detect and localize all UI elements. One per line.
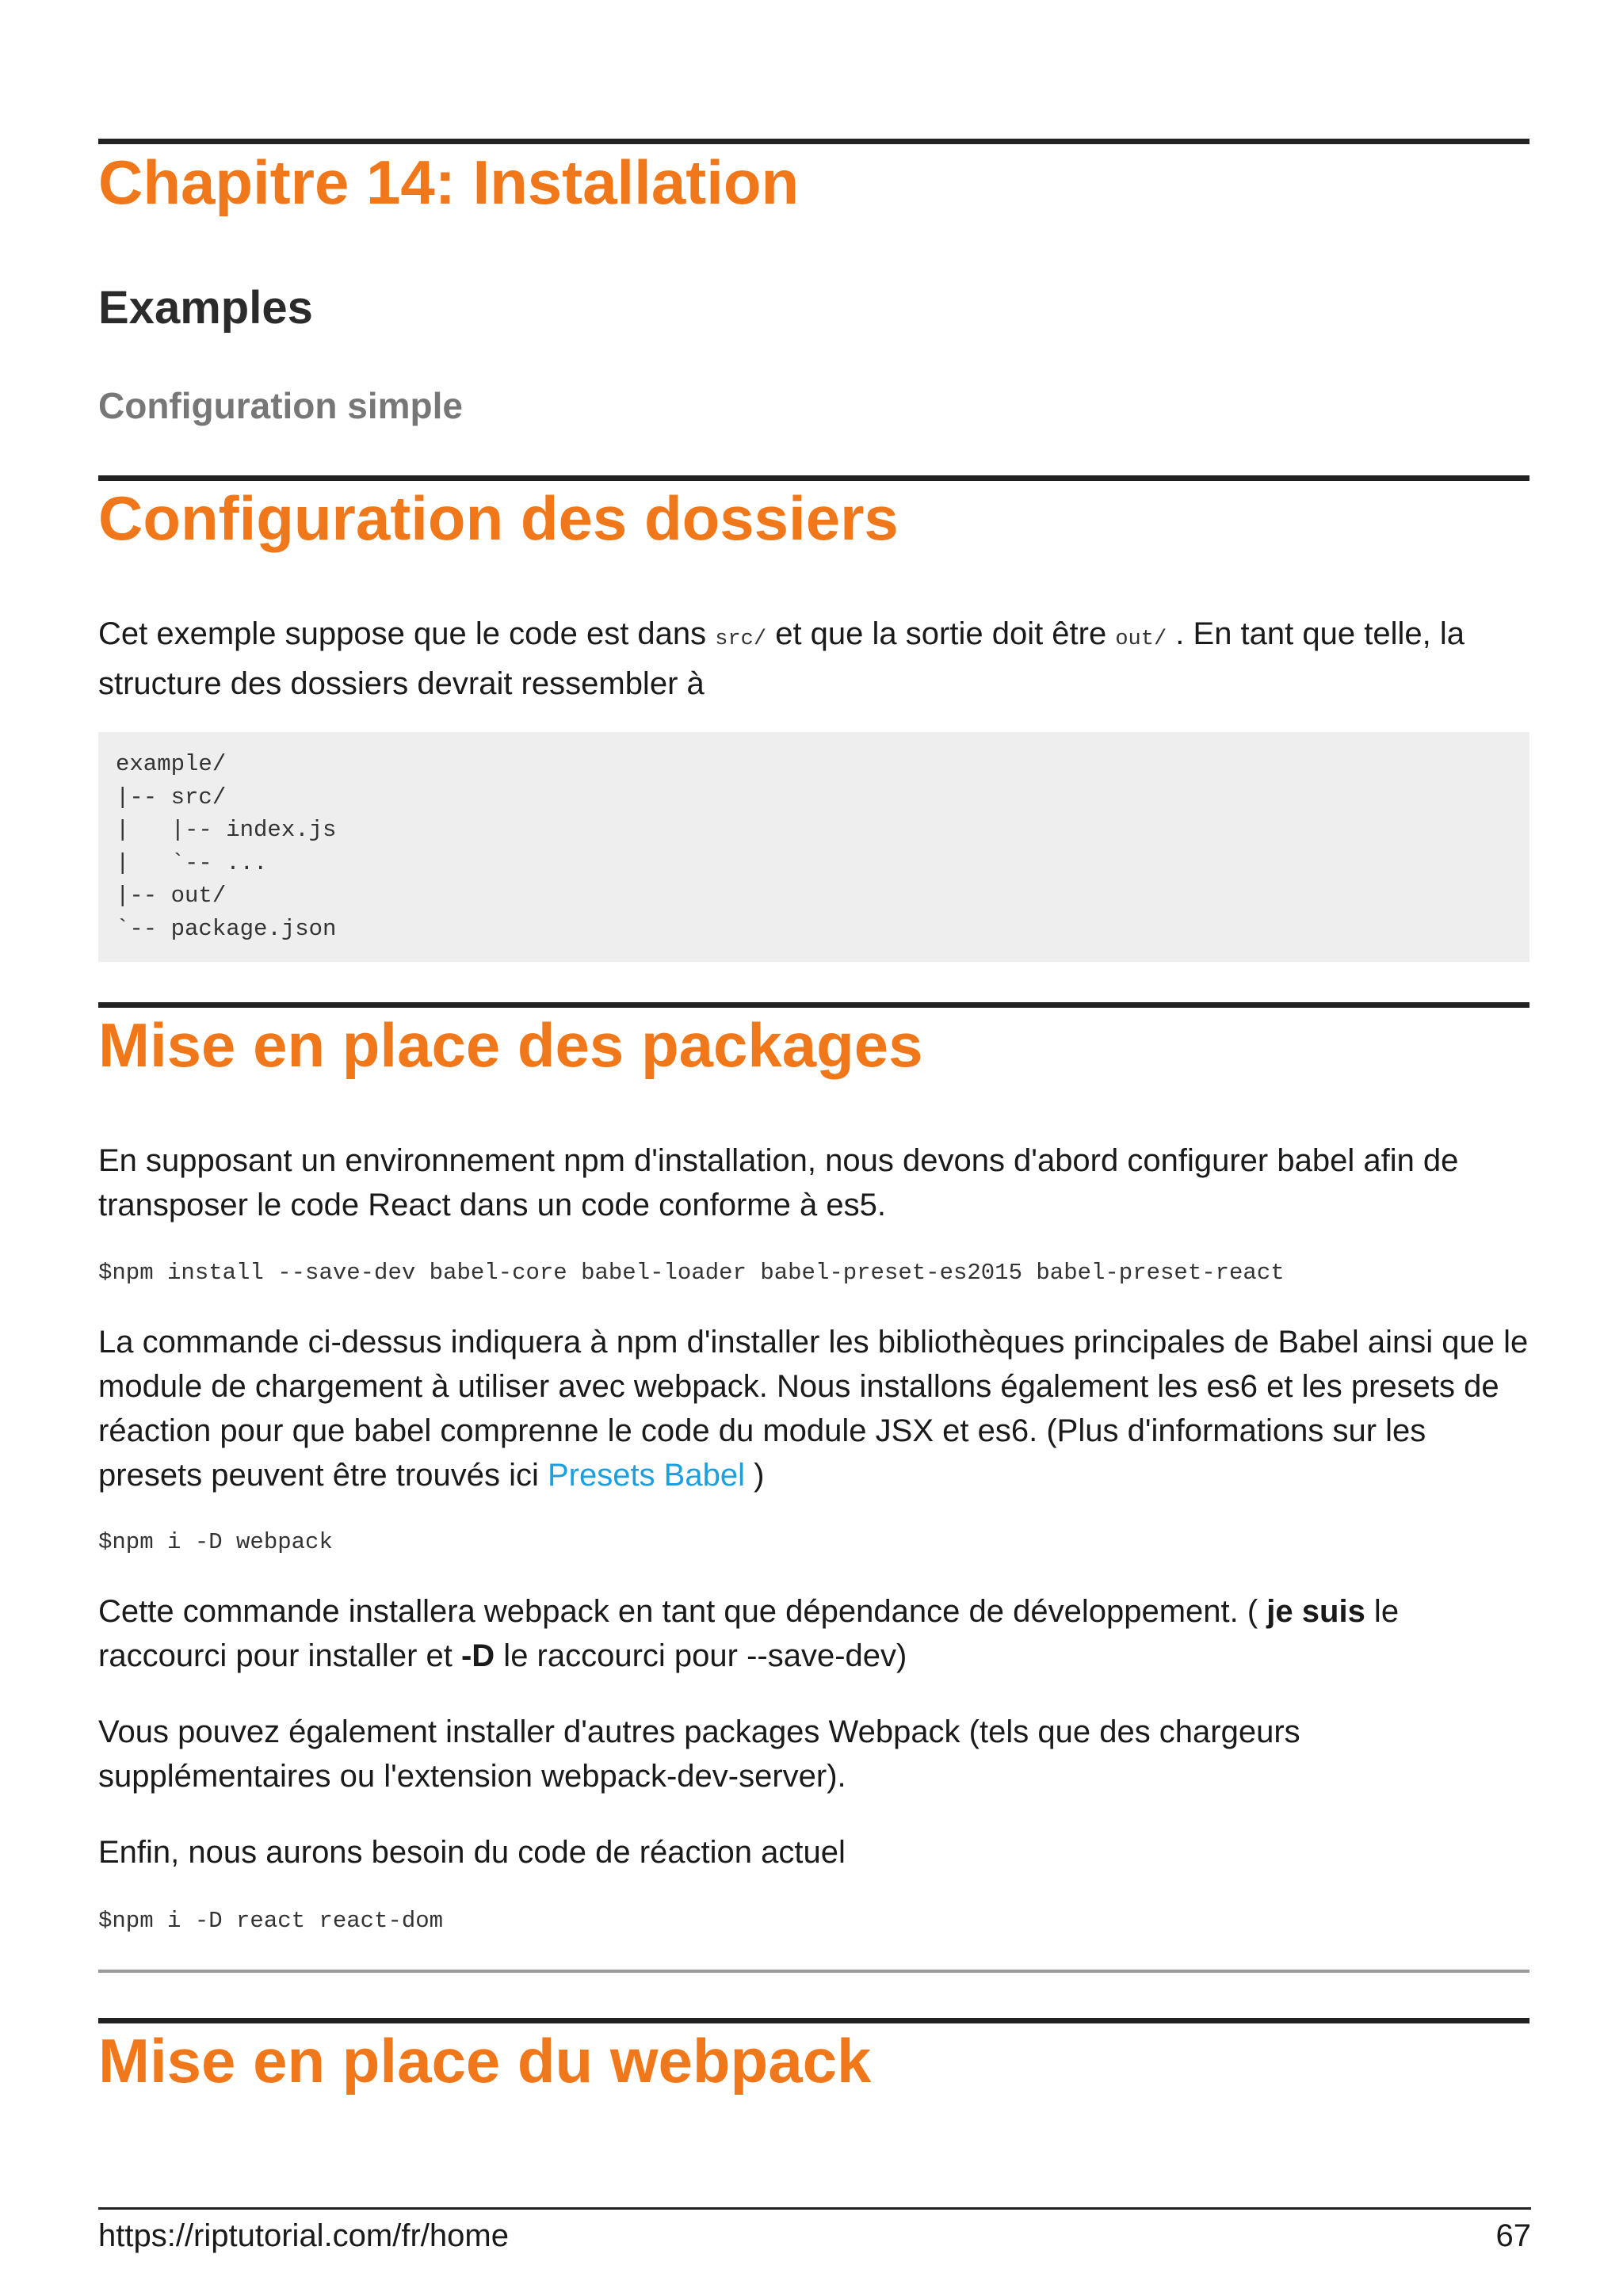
packages-para-2	[98, 1320, 1529, 1497]
inline-code-out: out/	[1115, 627, 1167, 651]
examples-heading: Examples	[98, 282, 313, 334]
section-divider	[98, 1970, 1529, 1973]
footer-rule	[98, 2207, 1531, 2210]
inline-code-src: src/	[715, 627, 767, 651]
heading-rule	[98, 2018, 1529, 2023]
section-title-webpack: Mise en place du webpack	[98, 2026, 872, 2096]
command-npm-install: $npm install --save-dev babel-core babel-loader babel-preset-es2015 babel-preset-react	[98, 1260, 1285, 1286]
chapter-title: Chapitre 14: Installation	[98, 147, 800, 217]
packages-para-1: En supposant un environnement npm d'installation, nous devons d'abord configurer babel afin de transposer le code React dans un code conforme à es5.	[98, 1143, 1459, 1222]
folders-intro	[98, 612, 1529, 706]
folder-tree-codeblock: example/ |-- src/ | |-- index.js | `-- ... |-- out/ `-- package.json	[98, 732, 1529, 962]
section-title-packages: Mise en place des packages	[98, 1010, 923, 1080]
command-npm-react: $npm i -D react react-dom	[98, 1908, 444, 1934]
packages-para-2-text: La commande ci-dessus indiquera à npm d'installer les bibliothèques principales de Babel ainsi que le module de chargement à utiliser avec webpack. Nous installons également les es6 et les presets de réaction pour que babel comprenne le code du module JSX et es6. (Plus d'informations sur les presets peuvent être trouvés ici	[98, 1325, 1529, 1493]
bold-term: je suis	[1266, 1594, 1365, 1629]
packages-para-3	[98, 1589, 1529, 1678]
examples-subheading: Configuration simple	[98, 385, 463, 426]
packages-para-4: Vous pouvez également installer d'autres packages Webpack (tels que des chargeurs supplémentaires ou l'extension webpack-dev-server).	[98, 1714, 1300, 1794]
folders-intro-text: Cet exemple suppose que le code est dans	[98, 616, 716, 651]
packages-para-3-text: le raccourci pour installer et	[98, 1594, 1400, 1673]
packages-para-3-text: Cette commande installera webpack en tant que dépendance de développement. (	[98, 1594, 1267, 1629]
heading-rule	[98, 139, 1529, 144]
heading-rule	[98, 1002, 1529, 1008]
section-title-folders: Configuration des dossiers	[98, 483, 899, 553]
page-number: 67	[1495, 2218, 1531, 2253]
presets-babel-link[interactable]: Presets Babel	[547, 1458, 745, 1493]
command-npm-webpack: $npm i -D webpack	[98, 1529, 333, 1555]
bold-term: -D	[460, 1638, 495, 1673]
folders-intro-text: et que la sortie doit être	[766, 616, 1116, 651]
heading-rule	[98, 475, 1529, 481]
folders-intro-text: . En tant que telle, la structure des dossiers devrait ressembler à	[98, 616, 1465, 701]
packages-para-3-text: le raccourci pour --save-dev)	[495, 1638, 907, 1673]
packages-para-2-text: )	[744, 1458, 765, 1493]
footer-url[interactable]: https://riptutorial.com/fr/home	[98, 2218, 509, 2253]
packages-para-5: Enfin, nous aurons besoin du code de réaction actuel	[98, 1835, 846, 1870]
